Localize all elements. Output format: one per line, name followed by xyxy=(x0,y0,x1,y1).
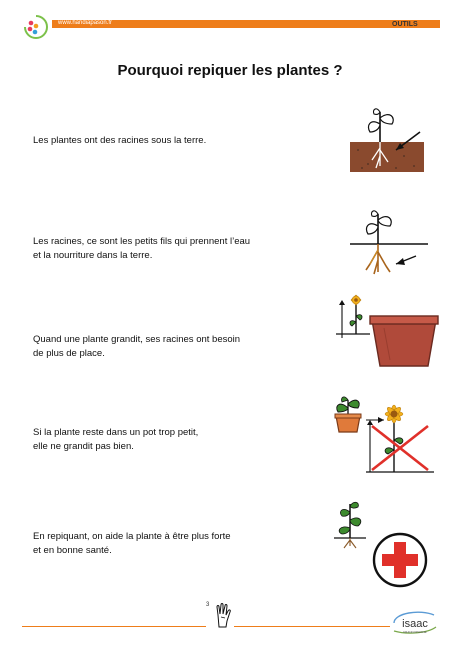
footer-rule-right xyxy=(234,626,390,627)
isaac-logo-text: isaac xyxy=(402,618,428,630)
plant-roots-in-soil-icon xyxy=(348,106,428,176)
plant-root-hairs-icon xyxy=(348,206,432,278)
healthy-plant-red-cross-icon xyxy=(328,498,436,590)
page-title: Pourquoi repiquer les plantes ? xyxy=(117,62,343,79)
row-2-text: Les racines, ce sont les petits fils qui prennent l’eau et la nourriture dans la terre. xyxy=(33,236,251,261)
handiapason-logo-icon xyxy=(22,13,50,41)
row-5-text: En repiquant, on aide la plante à être plus forte et en bonne santé. xyxy=(33,531,231,556)
isaac-logo-subtext: FRANCOPHONE xyxy=(403,630,427,634)
footer-rule-left xyxy=(22,626,206,627)
small-pot-no-growth-icon xyxy=(330,390,438,476)
page-number: 3 xyxy=(206,602,210,608)
row-1-text: Les plantes ont des racines sous la terre. xyxy=(33,135,207,146)
hand-sign-icon xyxy=(213,603,233,629)
row-3-text: Quand une plante grandit, ses racines ont besoin de plus de place. xyxy=(33,334,241,359)
header-url[interactable]: www.handiapason.fr xyxy=(58,20,113,26)
section-label: OUTILS xyxy=(392,21,418,28)
row-4-text: Si la plante reste dans un pot trop petit, elle ne grandit pas bien. xyxy=(33,427,199,452)
header-bar xyxy=(52,20,440,28)
isaac-logo xyxy=(390,609,440,635)
growing-plant-bigger-pot-icon xyxy=(334,294,442,370)
